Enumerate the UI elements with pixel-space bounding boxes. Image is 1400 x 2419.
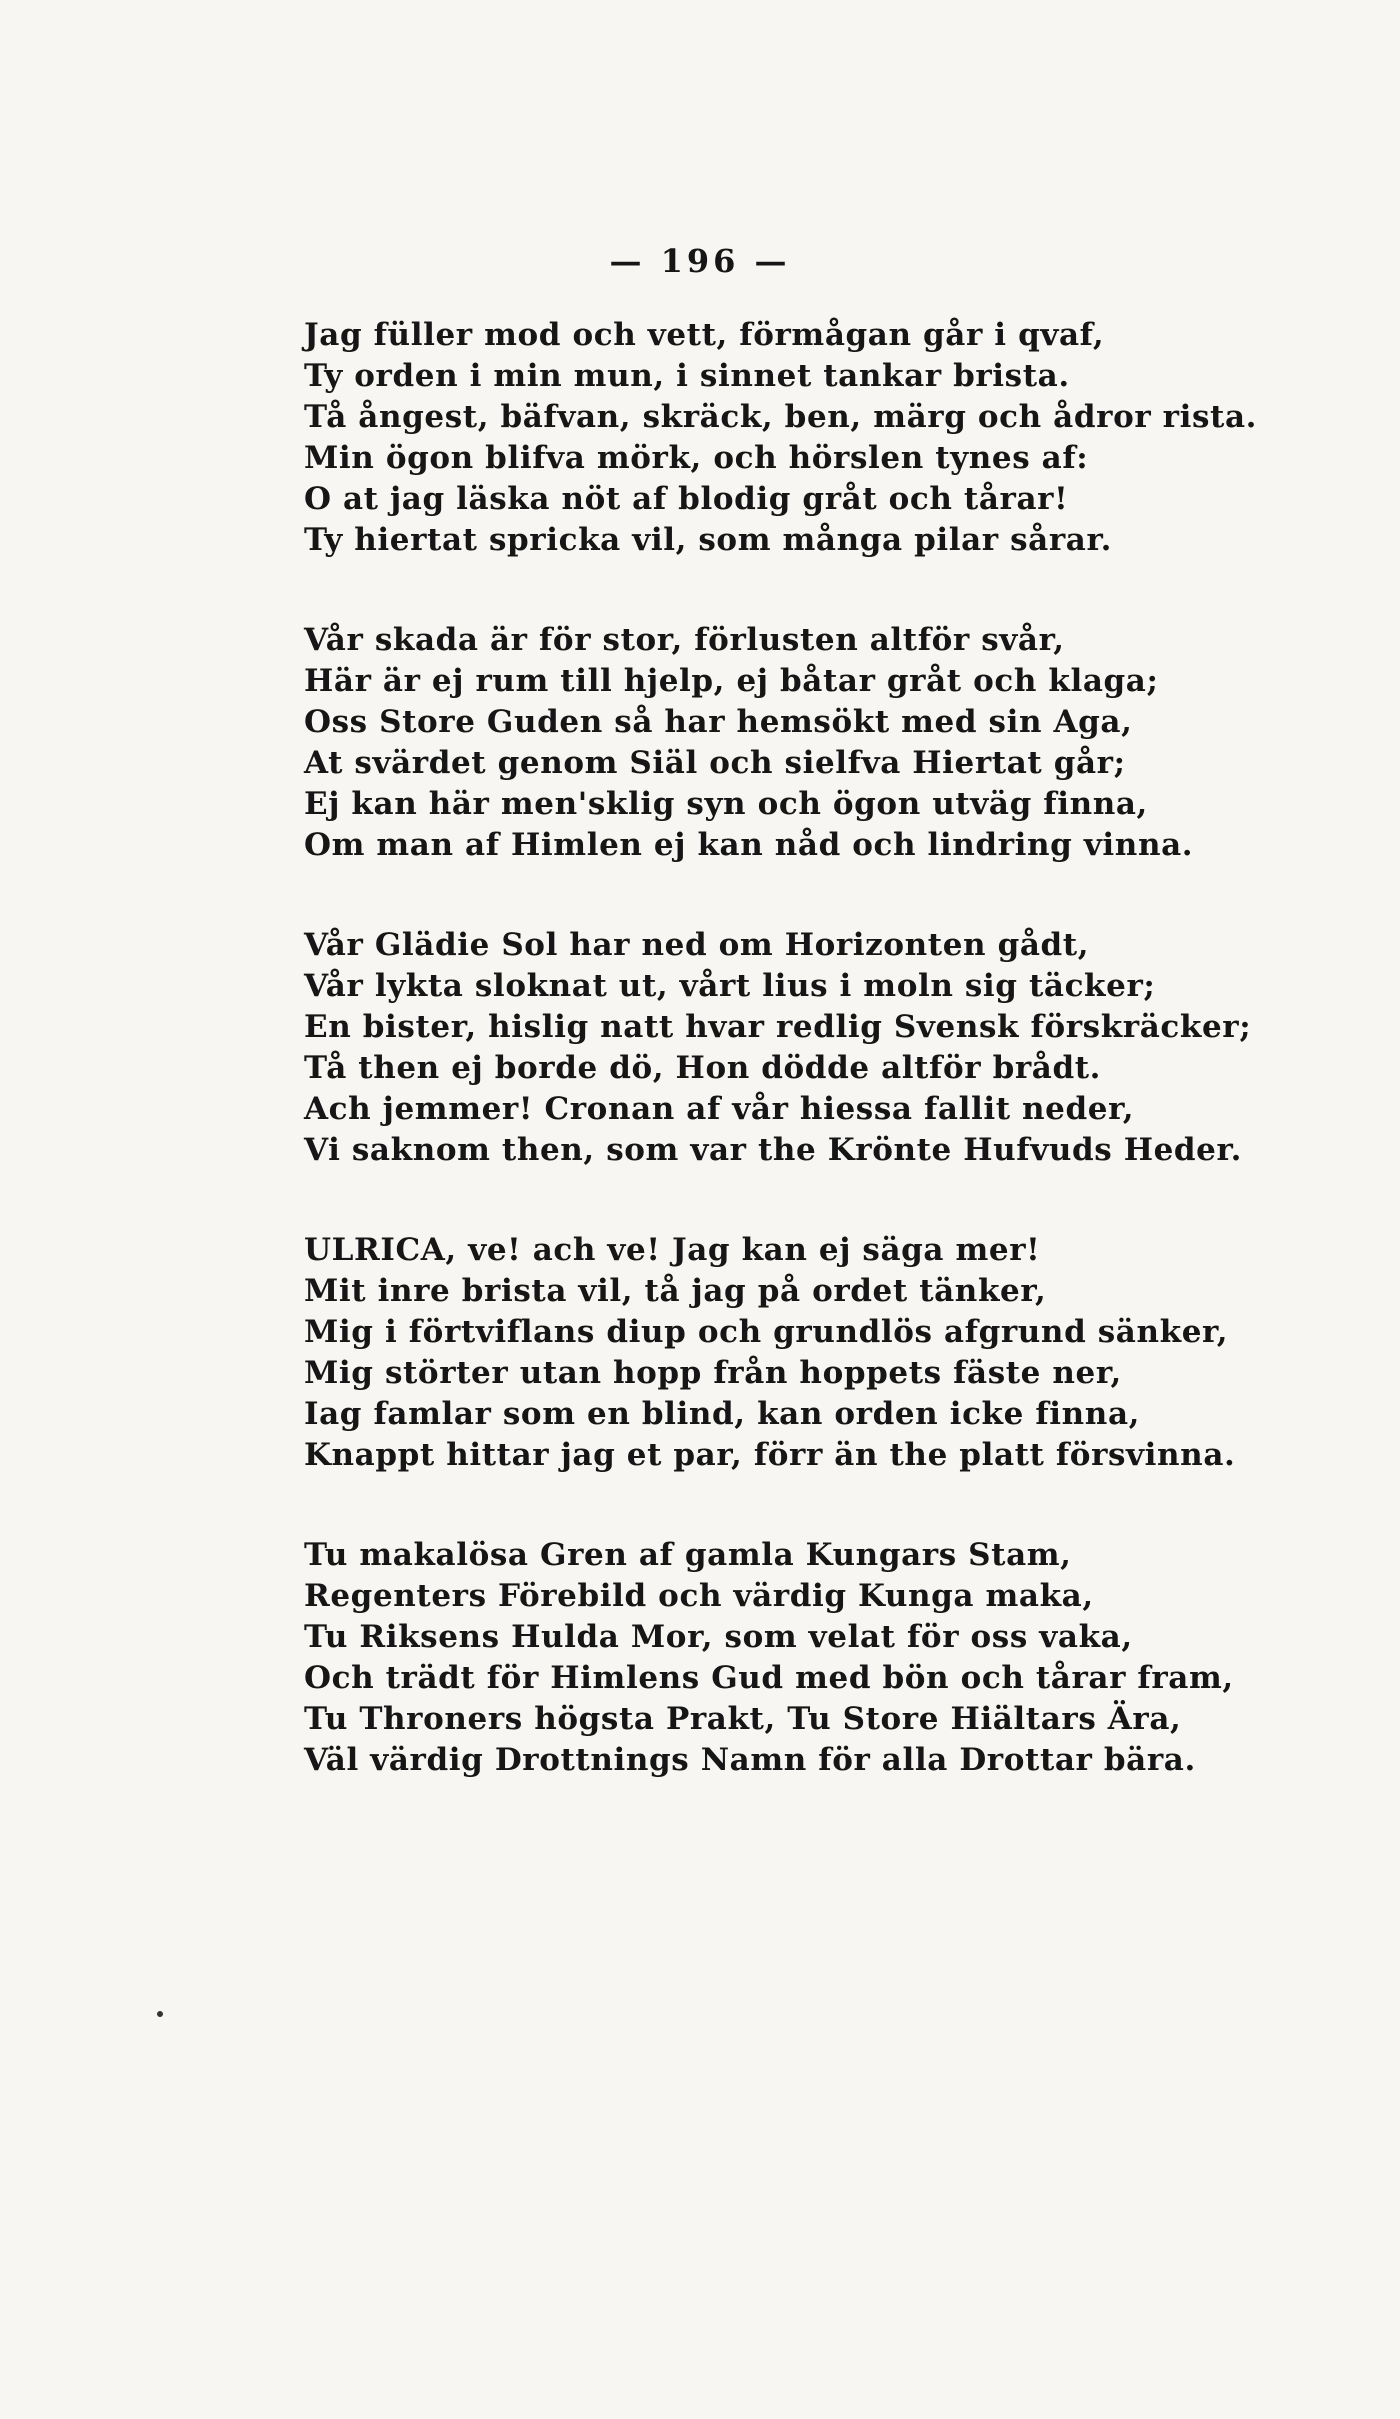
- poem-line: ULRICA, ve! ach ve! Jag kan ej säga mer!: [304, 1232, 1041, 1268]
- ink-speck: [157, 2011, 163, 2017]
- poem-line: Vår Glädie Sol har ned om Horizonten gådt,: [304, 927, 1090, 963]
- poem-line: Tu Riksens Hulda Mor, som velat för oss vaka,: [304, 1619, 1133, 1655]
- poem-line: Tå ångest, bäfvan, skräck, ben, märg och ådror rista.: [304, 399, 1258, 435]
- stanza-4: [304, 1230, 1304, 1476]
- stanza-1: [304, 315, 1304, 561]
- poem-body: [304, 315, 1304, 1840]
- poem-line: O at jag läska nöt af blodig gråt och tårar!: [304, 481, 1069, 517]
- poem-line: Tu Throners högsta Prakt, Tu Store Hiältars Ära,: [304, 1701, 1182, 1737]
- poem-line: Tå then ej borde dö, Hon dödde altför brådt.: [304, 1050, 1102, 1086]
- poem-line: Vår lykta sloknat ut, vårt lius i moln sig täcker;: [304, 968, 1156, 1004]
- poem-line: Mig i förtviflans diup och grundlös afgrund sänker,: [304, 1314, 1229, 1350]
- poem-line: Väl värdig Drottnings Namn för alla Drottar bära.: [304, 1742, 1196, 1778]
- stanza-2: [304, 620, 1304, 866]
- poem-line: Oss Store Guden så har hemsökt med sin Aga,: [304, 704, 1133, 740]
- poem-line: Min ögon blifva mörk, och hörslen tynes af:: [304, 440, 1089, 476]
- poem-line: Regenters Förebild och värdig Kunga maka,: [304, 1578, 1094, 1614]
- poem-line: Mig störter utan hopp från hoppets fäste ner,: [304, 1355, 1122, 1391]
- poem-line: Och trädt för Himlens Gud med bön och tårar fram,: [304, 1660, 1234, 1696]
- poem-line: Knappt hittar jag et par, förr än the platt försvinna.: [304, 1437, 1236, 1473]
- poem-line: Här är ej rum till hjelp, ej båtar gråt och klaga;: [304, 663, 1159, 699]
- poem-line: Vi saknom then, som var the Krönte Hufvuds Heder.: [304, 1132, 1242, 1168]
- poem-line: At svärdet genom Siäl och sielfva Hiertat går;: [304, 745, 1126, 781]
- poem-line: Om man af Himlen ej kan nåd och lindring vinna.: [304, 827, 1194, 863]
- poem-line: Tu makalösa Gren af gamla Kungars Stam,: [304, 1537, 1072, 1573]
- poem-line: Ty hiertat spricka vil, som många pilar sårar.: [304, 522, 1112, 558]
- stanza-5: [304, 1535, 1304, 1781]
- poem-line: Mit inre brista vil, tå jag på ordet tänker,: [304, 1273, 1047, 1309]
- poem-line: Ach jemmer! Cronan af vår hiessa fallit neder,: [304, 1091, 1135, 1127]
- stanza-3: [304, 925, 1304, 1171]
- poem-line: En bister, hislig natt hvar redlig Svensk förskräcker;: [304, 1009, 1252, 1045]
- poem-line: Ty orden i min mun, i sinnet tankar brista.: [304, 358, 1070, 394]
- poem-line: Jag füller mod och vett, förmågan går i qvaf,: [304, 317, 1105, 353]
- poem-line: Ej kan här men'sklig syn och ögon utväg finna,: [304, 786, 1148, 822]
- poem-line: Iag famlar som en blind, kan orden icke finna,: [304, 1396, 1141, 1432]
- page-number: — 196 —: [609, 242, 791, 280]
- poem-line: Vår skada är för stor, förlusten altför svår,: [304, 622, 1065, 658]
